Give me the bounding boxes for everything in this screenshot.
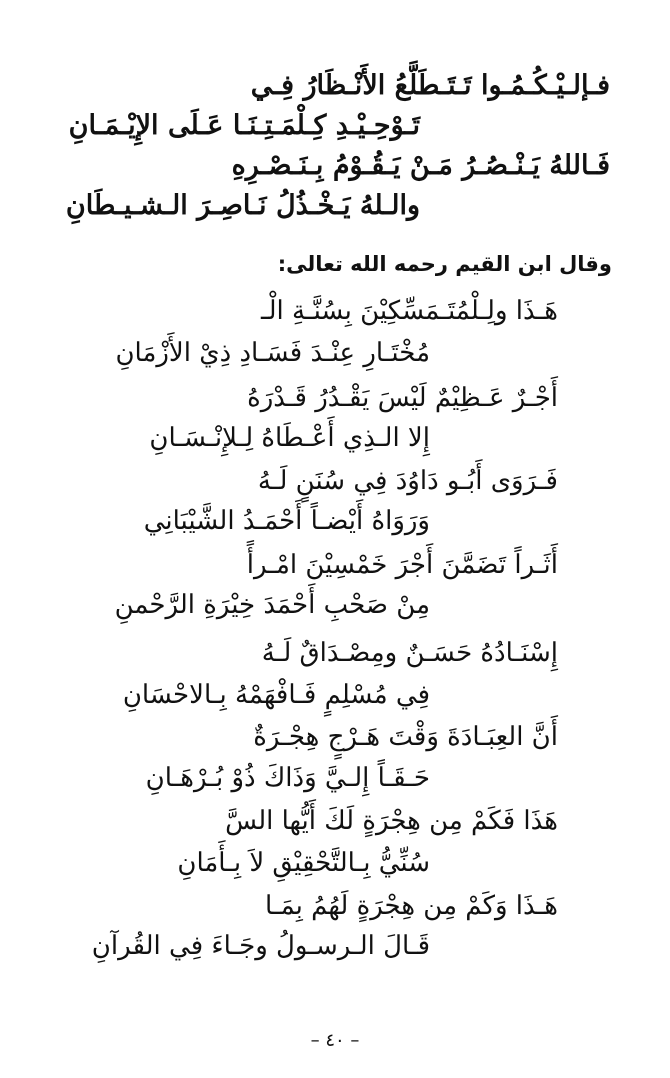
- poem-one-line-2: تَـوْحِـيْـدِ كِـلْمَـتِـنَـا عَـلَى الإِيْـمَـانِ: [68, 110, 420, 141]
- poem-two-line-13: هَذَا فَكَمْ مِن هِجْرَةٍ لَكَ أَيُّها السَّ: [225, 806, 558, 836]
- poem-two-line-9: إِسْنَـادُهُ حَسَـنٌ ومِصْـدَاقٌ لَـهُ: [261, 638, 558, 668]
- poem-two-line-12: حَـقَـاً إِلـيَّ وَذَاكَ ذُوْ بُـرْهَـانِ: [145, 763, 430, 793]
- poem-two-line-3: أَجْـرٌ عَـظِيْمٌ لَيْسَ يَقْـدُرُ قَـدْرَهُ: [247, 383, 558, 413]
- poem-two-line-7: أَثَـراً تَضَمَّنَ أَجْرَ خَمْسِيْنَ امْـرأً: [246, 550, 558, 580]
- poem-two-line-8: مِنْ صَحْبِ أَحْمَدَ خِيْرَةِ الرَّحْمنِ: [114, 590, 430, 620]
- page-number: – ٤٠ –: [310, 1030, 360, 1051]
- poem-one-line-1: فـإلـيْـكُـمُـوا تَـتَـطَلَّعُ الأَنْـظَارُ فِـي: [250, 70, 610, 101]
- poem-two-line-15: هَـذَا وَكَمْ مِن هِجْرَةٍ لَهُمُ بِمَـا: [265, 891, 558, 921]
- poem-one-line-4: والـلهُ يَـخْـذُلُ نَـاصِـرَ الـشـيـطَانِ: [65, 190, 420, 221]
- poem-two-line-1: هَـذَا ولِـلْمُتَـمَسِّكِيْنَ بِسُنَّـةِ الْـ: [260, 296, 558, 326]
- poem-two-line-2: مُخْتَـارِ عِنْـدَ فَسَـادِ ذِيْ الأَزْمَانِ: [115, 338, 430, 368]
- poem-two-line-5: فَـرَوَى أَبُـو دَاوُدَ فِي سُنَنٍ لَـهُ: [257, 466, 558, 496]
- poem-two-line-4: إِلا الـذِي أَعْـطَاهُ لِـلإِنْـسَـانِ: [149, 423, 430, 453]
- poem-two-line-10: فِي مُسْلِمٍ فَـافْهَمْهُ بِـالاحْسَانِ: [122, 680, 430, 710]
- poem-two-line-6: وَرَوَاهُ أَيْضـاً أَحْمَـدُ الشَّيْبَانِي: [143, 506, 430, 536]
- poem-two-line-14: سُنِّيُّ بِـالتَّحْقِيْقِ لاَ بِـأَمَانِ: [177, 848, 430, 878]
- poem-one-line-3: فَـاللهُ يَـنْـصُـرُ مَـنْ يَـقُـوْمُ بِـنَـصْـرِهِ: [231, 150, 610, 181]
- poem-two-line-11: أَنَّ العِبَـادَةَ وَقْتَ هَـرْجٍ هِجْـرَةٌ: [253, 722, 558, 752]
- poem-two-line-16: قَـالَ الـرسـولُ وجَـاءَ فِي القُرآنِ: [91, 931, 430, 961]
- section-heading: وقال ابن القيم رحمه الله تعالى:: [277, 252, 612, 276]
